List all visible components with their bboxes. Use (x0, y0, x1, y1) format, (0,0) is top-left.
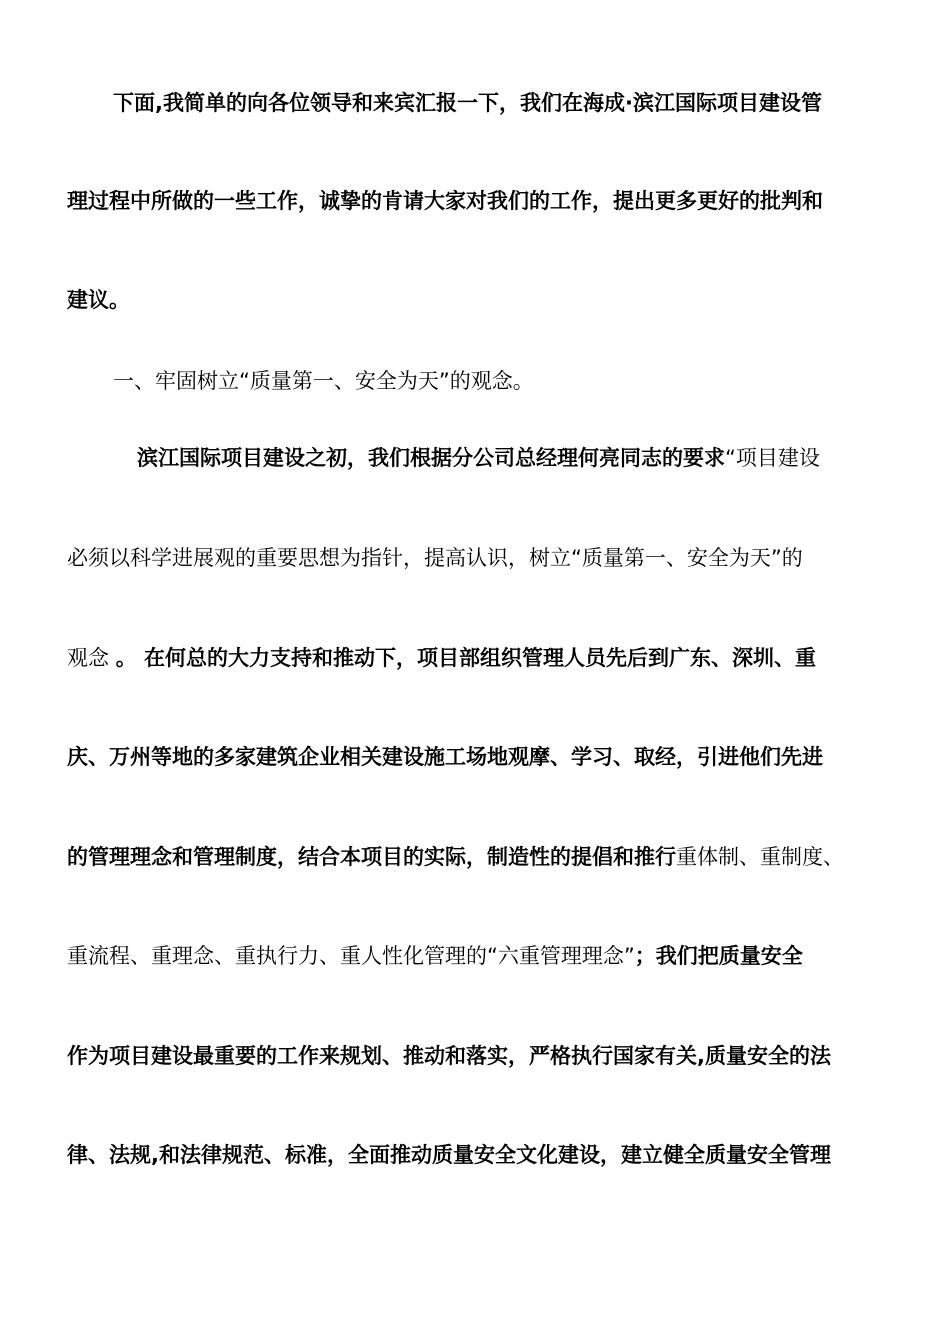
text-run: 重流程、重理念、重执行力、重人性化管理的“六重管理理念” (67, 944, 635, 968)
text-run: 。 在何总的大力支持和推动下，项目部组织管理人员先后到广东、深圳、重 (115, 646, 816, 670)
text-run: 滨江国际项目建设之初，我们根据分公司总经理何亮同志的要求 (137, 446, 725, 470)
paragraph-line (67, 842, 844, 872)
paragraph-line (67, 742, 823, 772)
paragraph-line (113, 88, 822, 118)
text-run: 庆、万州等地的多家建筑企业相关建设施工场地观摩、学习、取经，引进他们先进 (67, 745, 823, 769)
text-run: 重体制、重制度、 (676, 845, 844, 869)
paragraph-line (137, 443, 820, 473)
paragraph-line (67, 543, 803, 573)
paragraph-line (67, 285, 130, 315)
paragraph-line (67, 186, 823, 216)
text-run: 观念 (67, 646, 116, 670)
paragraph-line (67, 1140, 831, 1170)
text-run: 作为项目建设最重要的工作来规划、推动和落实，严格执行国家有关,质量安全的法 (67, 1044, 831, 1068)
text-run: “项目建设 (725, 446, 820, 470)
text-run: 一、牢固树立“质量第一、安全为天”的观念。 (113, 369, 534, 393)
text-run: 的管理理念和管理制度，结合本项目的实际，制造性的提倡和推行 (67, 845, 676, 869)
text-run: 律、法规,和法律规范、标准，全面推动质量安全文化建设，建立健全质量安全管理 (67, 1143, 831, 1167)
text-run: 建议。 (67, 288, 130, 312)
text-run: 必须以科学进展观的重要思想为指针，提高认识，树立“质量第一、安全为天”的 (67, 546, 803, 570)
section-heading (113, 366, 534, 396)
text-run: ；我们把质量安全 (634, 944, 803, 968)
paragraph-line (67, 643, 816, 673)
paragraph-line (67, 1041, 831, 1071)
text-run: 理过程中所做的一些工作，诚挚的肯请大家对我们的工作，提出更多更好的批判和 (67, 189, 823, 213)
text-run: 下面,我简单的向各位领导和来宾汇报一下，我们在海成·滨江国际项目建设管 (113, 91, 822, 115)
paragraph-line (67, 941, 803, 971)
